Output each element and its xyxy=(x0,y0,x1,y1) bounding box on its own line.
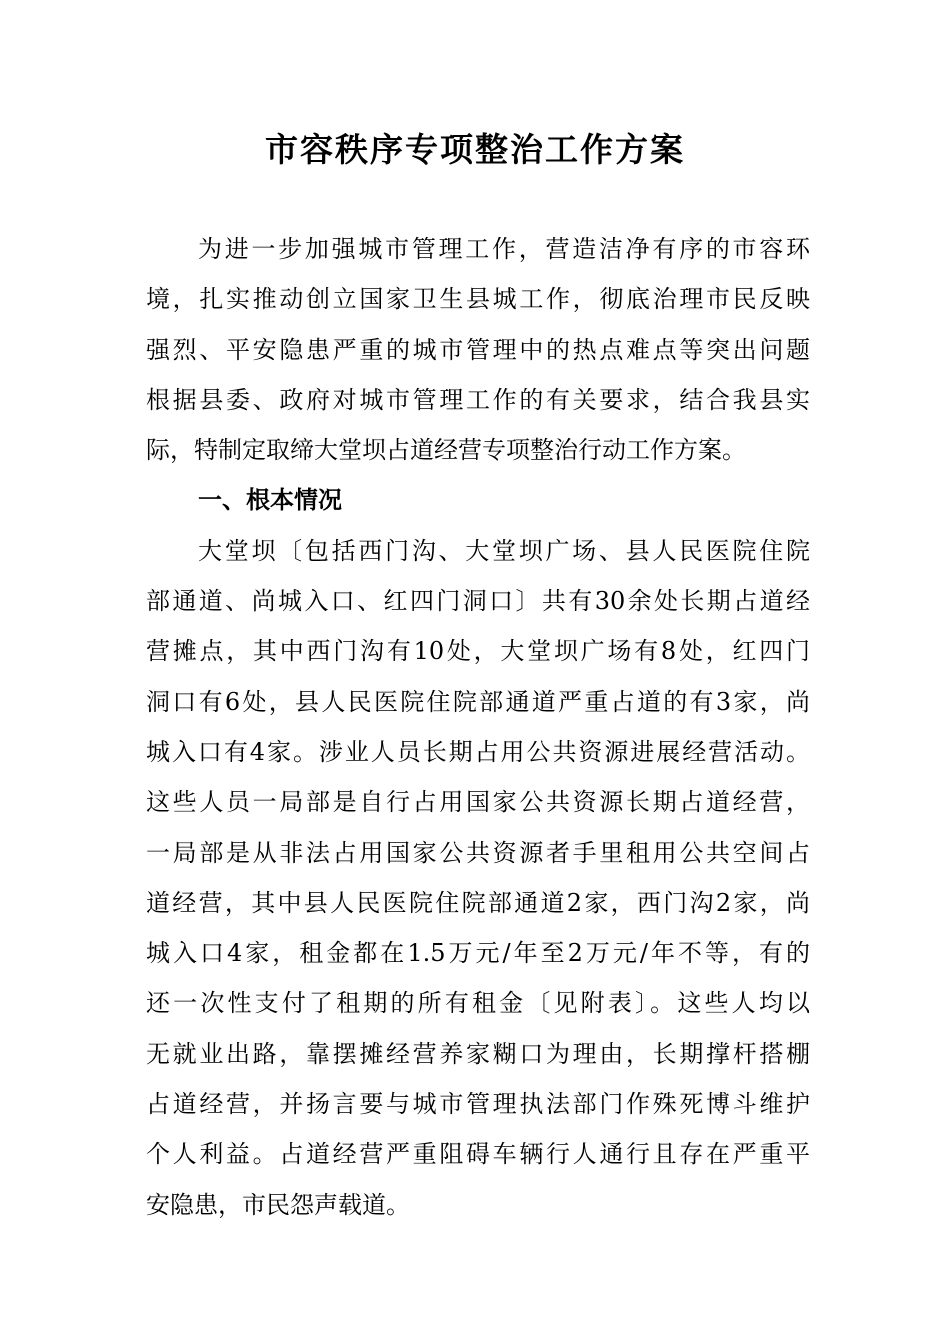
paragraph-line: 根据县委、政府对城市管理工作的有关要求，结合我县实 xyxy=(146,385,810,414)
paragraph-line: 无就业出路，靠摆摊经营养家糊口为理由，长期撑杆搭棚 xyxy=(146,1039,810,1068)
paragraph-line: 为进一步加强城市管理工作，营造洁净有序的市容环 xyxy=(198,235,810,263)
paragraph-line: 际，特制定取缔大堂坝占道经营专项整治行动工作方案。 xyxy=(146,436,746,465)
paragraph-line: 大堂坝〔包括西门沟、大堂坝广场、县人民医院住院 xyxy=(198,536,810,565)
paragraph-line: 占道经营，并扬言要与城市管理执法部门作殊死博斗维护 xyxy=(146,1090,810,1119)
paragraph-line: 部通道、尚城入口、红四门洞口〕共有30余处长期占道经 xyxy=(146,587,810,616)
section-heading: 一、根本情况 xyxy=(198,485,342,515)
paragraph-line: 境，扎实推动创立国家卫生县城工作，彻底治理市民反映 xyxy=(146,285,810,314)
paragraph-line: 安隐患，市民怨声载道。 xyxy=(146,1190,410,1219)
paragraph-line: 强烈、平安隐患严重的城市管理中的热点难点等突出问题 xyxy=(146,335,810,364)
paragraph-line: 城入口4家，租金都在1.5万元/年至2万元/年不等，有的 xyxy=(146,939,810,968)
paragraph-line: 城入口有4家。涉业人员长期占用公共资源进展经营活动。 xyxy=(146,737,810,766)
intro-paragraph xyxy=(146,224,810,475)
section-paragraph xyxy=(146,526,810,1230)
paragraph-line: 这些人员一局部是自行占用国家公共资源长期占道经营， xyxy=(146,788,810,817)
document-title: 市容秩序专项整治工作方案 xyxy=(265,130,685,169)
paragraph-line: 道经营，其中县人民医院住院部通道2家，西门沟2家，尚 xyxy=(146,888,810,917)
paragraph-line: 营摊点，其中西门沟有10处，大堂坝广场有8处，红四门 xyxy=(146,637,810,666)
paragraph-line: 一局部是从非法占用国家公共资源者手里租用公共空间占 xyxy=(146,838,810,867)
document-body xyxy=(146,224,810,1230)
paragraph-line: 还一次性支付了租期的所有租金〔见附表〕。这些人均以 xyxy=(146,989,810,1018)
paragraph-line: 洞口有6处，县人民医院住院部通道严重占道的有3家，尚 xyxy=(146,687,810,716)
paragraph-line: 个人利益。占道经营严重阻碍车辆行人通行且存在严重平 xyxy=(146,1140,810,1169)
